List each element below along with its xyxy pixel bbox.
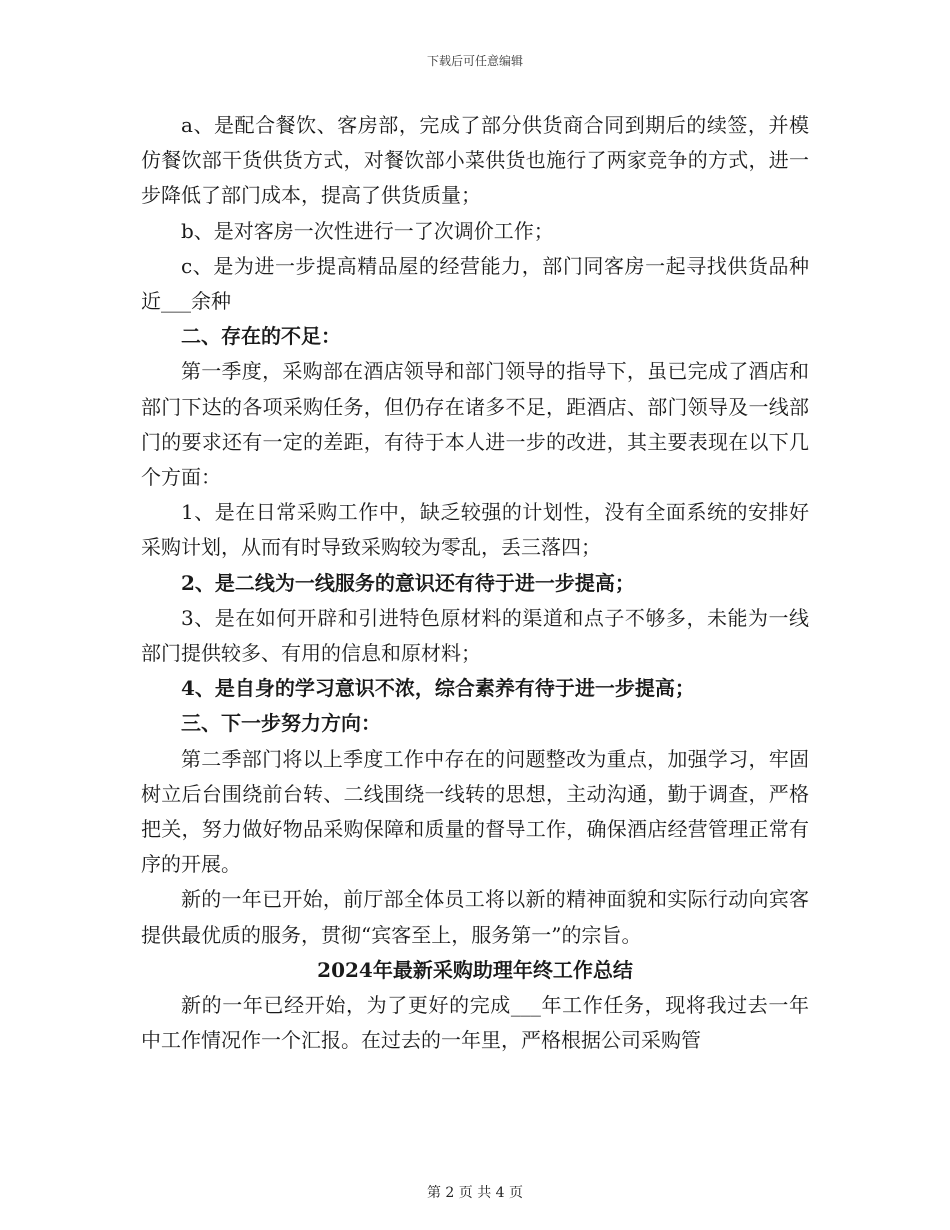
paragraph: 新的一年已经开始，为了更好的完成___年工作任务，现将我过去一年中工作情况作一个汇报。在过去的一年里，严格根据公司采购管 <box>141 993 809 1053</box>
paragraph: 2、是二线为一线服务的意识还有待于进一步提高； <box>181 570 635 595</box>
page-footer: 第 2 页 共 4 页 <box>426 1185 524 1201</box>
paragraph: 4、是自身的学习意识不浓，综合素养有待于进一步提高； <box>181 676 695 701</box>
paragraph: a、是配合餐饮、客房部，完成了部分供货商合同到期后的续签，并模仿餐饮部干货供货方式，对餐饮部小菜供货也施行了两家竞争的方式，进一步降低了部门成本，提高了供货质量； <box>141 113 809 208</box>
paragraph: b、是对客房一次性进行一了次调价工作； <box>181 218 554 243</box>
paragraph: 第一季度，采购部在酒店领导和部门领导的指导下，虽已完成了酒店和部门下达的各项采购任务，但仍存在诸多不足，距酒店、部门领导及一线部门的要求还有一定的差距，有待于本人进一步的改进，其主要表现在以下几个方面： <box>141 359 809 490</box>
paragraph: 新的一年已开始，前厅部全体员工将以新的精神面貌和实际行动向宾客提供最优质的服务，贯彻“宾客至上，服务第一”的宗旨。 <box>141 887 809 947</box>
page-header: 下载后可任意编辑 <box>426 54 523 68</box>
document-title: 2024年最新采购助理年终工作总结 <box>317 957 633 982</box>
paragraph: c、是为进一步提高精品屋的经营能力，部门同客房一起寻找供货品种近___余种 <box>141 253 809 314</box>
section-heading: 三、下一步努力方向： <box>181 711 381 736</box>
paragraph: 1、是在日常采购工作中，缺乏较强的计划性，没有全面系统的安排好采购计划，从而有时导致采购较为零乱，丢三落四； <box>141 500 809 560</box>
paragraph: 第二季部门将以上季度工作中存在的问题整改为重点，加强学习，牢固树立后台围绕前台转、二线围绕一线转的思想，主动沟通，勤于调查，严格把关，努力做好物品采购保障和质量的督导工作，确保酒店经营管理正常有序的开展。 <box>141 746 809 877</box>
document-body <box>141 108 809 1058</box>
paragraph: 3、是在如何开辟和引进特色原材料的渠道和点子不够多，未能为一线部门提供较多、有用的信息和原材料； <box>141 605 809 666</box>
section-heading: 二、存在的不足： <box>181 324 341 349</box>
